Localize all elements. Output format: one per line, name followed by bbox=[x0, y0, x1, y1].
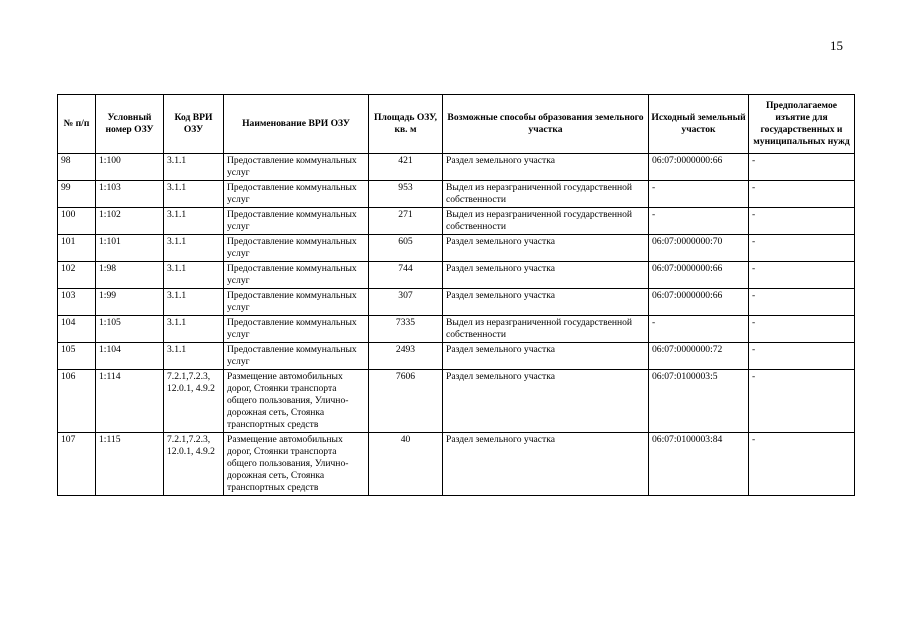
cell-vri-code: 3.1.1 bbox=[164, 316, 224, 343]
cell-vri-name: Предоставление коммунальных услуг bbox=[224, 262, 369, 289]
page-number: 15 bbox=[830, 38, 843, 53]
cell-conditional-number: 1:104 bbox=[96, 343, 164, 370]
cell-seizure: - bbox=[749, 289, 855, 316]
cell-conditional-number: 1:102 bbox=[96, 208, 164, 235]
cell-formation-method: Выдел из неразграниченной государственной собственности bbox=[443, 316, 649, 343]
cell-formation-method: Раздел земельного участка bbox=[443, 235, 649, 262]
cell-formation-method: Раздел земельного участка bbox=[443, 289, 649, 316]
cell-vri-code: 3.1.1 bbox=[164, 289, 224, 316]
cell-number: 105 bbox=[58, 343, 96, 370]
cell-source-plot: 06:07:0100003:84 bbox=[649, 433, 749, 496]
cell-source-plot: - bbox=[649, 316, 749, 343]
cell-seizure: - bbox=[749, 235, 855, 262]
cell-number: 98 bbox=[58, 154, 96, 181]
cell-seizure: - bbox=[749, 343, 855, 370]
cell-vri-name: Предоставление коммунальных услуг bbox=[224, 289, 369, 316]
cell-area: 744 bbox=[369, 262, 443, 289]
cell-source-plot: 06:07:0000000:72 bbox=[649, 343, 749, 370]
table-row bbox=[58, 289, 855, 316]
column-header-vri-name: Наименование ВРИ ОЗУ bbox=[224, 95, 369, 154]
cell-conditional-number: 1:99 bbox=[96, 289, 164, 316]
cell-number: 100 bbox=[58, 208, 96, 235]
table-row bbox=[58, 208, 855, 235]
column-header-area: Площадь ОЗУ, кв. м bbox=[369, 95, 443, 154]
cell-vri-code: 3.1.1 bbox=[164, 154, 224, 181]
cell-conditional-number: 1:114 bbox=[96, 370, 164, 433]
cell-conditional-number: 1:98 bbox=[96, 262, 164, 289]
cell-source-plot: 06:07:0000000:66 bbox=[649, 154, 749, 181]
cell-formation-method: Раздел земельного участка bbox=[443, 370, 649, 433]
cell-vri-code: 3.1.1 bbox=[164, 262, 224, 289]
cell-source-plot: 06:07:0000000:66 bbox=[649, 262, 749, 289]
cell-formation-method: Раздел земельного участка bbox=[443, 433, 649, 496]
cell-number: 106 bbox=[58, 370, 96, 433]
cell-seizure: - bbox=[749, 433, 855, 496]
cell-vri-code: 3.1.1 bbox=[164, 343, 224, 370]
cell-source-plot: 06:07:0000000:66 bbox=[649, 289, 749, 316]
column-header-seizure: Предполагаемое изъятие для государственных и муниципальных нужд bbox=[749, 95, 855, 154]
table-row bbox=[58, 370, 855, 433]
cell-source-plot: - bbox=[649, 181, 749, 208]
cell-number: 107 bbox=[58, 433, 96, 496]
table-row bbox=[58, 433, 855, 496]
cell-vri-code: 3.1.1 bbox=[164, 208, 224, 235]
cell-conditional-number: 1:115 bbox=[96, 433, 164, 496]
cell-area: 605 bbox=[369, 235, 443, 262]
cell-formation-method: Раздел земельного участка bbox=[443, 154, 649, 181]
cell-vri-name: Размещение автомобильных дорог, Стоянки транспорта общего пользования, Улично-дорожная сеть, Стоянка транспортных средств bbox=[224, 370, 369, 433]
cell-seizure: - bbox=[749, 370, 855, 433]
cell-area: 2493 bbox=[369, 343, 443, 370]
cell-conditional-number: 1:100 bbox=[96, 154, 164, 181]
cell-vri-name: Предоставление коммунальных услуг bbox=[224, 316, 369, 343]
cell-seizure: - bbox=[749, 316, 855, 343]
cell-number: 99 bbox=[58, 181, 96, 208]
cell-number: 101 bbox=[58, 235, 96, 262]
cell-vri-name: Предоставление коммунальных услуг bbox=[224, 343, 369, 370]
cell-formation-method: Раздел земельного участка bbox=[443, 262, 649, 289]
cell-vri-name: Предоставление коммунальных услуг bbox=[224, 181, 369, 208]
cell-seizure: - bbox=[749, 154, 855, 181]
cell-area: 953 bbox=[369, 181, 443, 208]
cell-conditional-number: 1:105 bbox=[96, 316, 164, 343]
table-body bbox=[58, 154, 855, 496]
cell-seizure: - bbox=[749, 181, 855, 208]
cell-area: 421 bbox=[369, 154, 443, 181]
column-header-source-plot: Исходный земельный участок bbox=[649, 95, 749, 154]
table-row bbox=[58, 181, 855, 208]
cell-area: 7335 bbox=[369, 316, 443, 343]
table-row bbox=[58, 262, 855, 289]
cell-conditional-number: 1:101 bbox=[96, 235, 164, 262]
table-header-row bbox=[58, 95, 855, 154]
cell-vri-code: 3.1.1 bbox=[164, 181, 224, 208]
cell-number: 103 bbox=[58, 289, 96, 316]
cell-area: 271 bbox=[369, 208, 443, 235]
column-header-vri-code: Код ВРИ ОЗУ bbox=[164, 95, 224, 154]
cell-vri-name: Предоставление коммунальных услуг bbox=[224, 154, 369, 181]
cell-number: 104 bbox=[58, 316, 96, 343]
cell-area: 7606 bbox=[369, 370, 443, 433]
cell-formation-method: Раздел земельного участка bbox=[443, 343, 649, 370]
cell-area: 307 bbox=[369, 289, 443, 316]
table-row bbox=[58, 154, 855, 181]
column-header-formation-method: Возможные способы образования земельного участка bbox=[443, 95, 649, 154]
column-header-conditional-number: Условный номер ОЗУ bbox=[96, 95, 164, 154]
cell-source-plot: 06:07:0100003:5 bbox=[649, 370, 749, 433]
cell-formation-method: Выдел из неразграниченной государственной собственности bbox=[443, 208, 649, 235]
cell-source-plot: 06:07:0000000:70 bbox=[649, 235, 749, 262]
table-row bbox=[58, 316, 855, 343]
cell-seizure: - bbox=[749, 262, 855, 289]
cell-number: 102 bbox=[58, 262, 96, 289]
cell-vri-code: 7.2.1,7.2.3, 12.0.1, 4.9.2 bbox=[164, 433, 224, 496]
cell-vri-name: Размещение автомобильных дорог, Стоянки транспорта общего пользования, Улично-дорожная сеть, Стоянка транспортных средств bbox=[224, 433, 369, 496]
table-row bbox=[58, 343, 855, 370]
cell-seizure: - bbox=[749, 208, 855, 235]
land-plots-table bbox=[57, 94, 855, 496]
column-header-number: № п/п bbox=[58, 95, 96, 154]
cell-area: 40 bbox=[369, 433, 443, 496]
cell-vri-name: Предоставление коммунальных услуг bbox=[224, 235, 369, 262]
cell-vri-code: 3.1.1 bbox=[164, 235, 224, 262]
cell-source-plot: - bbox=[649, 208, 749, 235]
cell-vri-code: 7.2.1,7.2.3, 12.0.1, 4.9.2 bbox=[164, 370, 224, 433]
table-row bbox=[58, 235, 855, 262]
cell-conditional-number: 1:103 bbox=[96, 181, 164, 208]
cell-formation-method: Выдел из неразграниченной государственной собственности bbox=[443, 181, 649, 208]
cell-vri-name: Предоставление коммунальных услуг bbox=[224, 208, 369, 235]
